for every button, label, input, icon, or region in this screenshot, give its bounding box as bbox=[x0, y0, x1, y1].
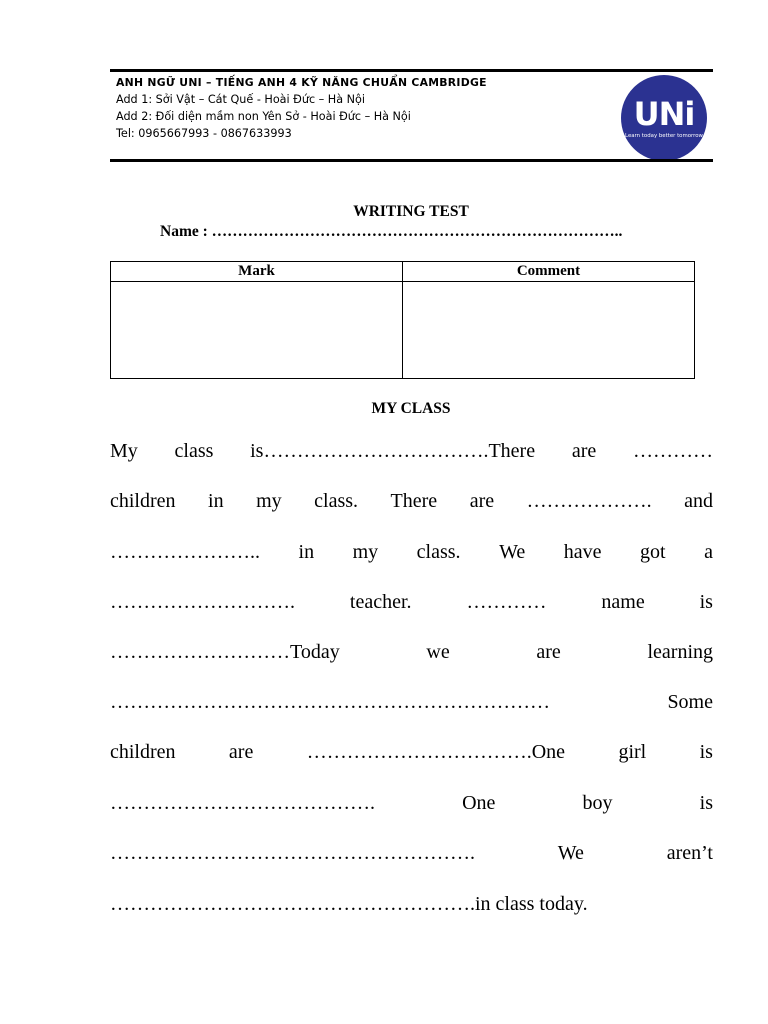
word: ………………. bbox=[526, 490, 652, 512]
word: aren’t bbox=[666, 842, 713, 864]
word: class. bbox=[314, 490, 359, 512]
word: One bbox=[462, 792, 496, 814]
comment-header: Comment bbox=[403, 262, 695, 282]
page-title: WRITING TEST bbox=[353, 203, 469, 220]
word: children bbox=[110, 490, 176, 512]
word: ………………………………………………. bbox=[110, 842, 475, 864]
word: in bbox=[298, 541, 315, 563]
word: …………………………………. bbox=[110, 792, 375, 814]
name-field: Name : …………………………………………………………………….. bbox=[160, 223, 623, 240]
word: girl bbox=[618, 741, 647, 763]
section-title: MY CLASS bbox=[371, 400, 451, 417]
comment-cell bbox=[403, 282, 695, 379]
word: ………………………Today bbox=[110, 641, 340, 663]
uni-logo bbox=[621, 75, 707, 161]
header-top-rule bbox=[110, 69, 713, 72]
word: are bbox=[228, 741, 254, 763]
word: is bbox=[699, 591, 713, 613]
grade-table-header-row bbox=[111, 262, 695, 282]
word: ……………………………………………….in class today. bbox=[110, 893, 588, 915]
mark-cell bbox=[111, 282, 403, 379]
word: ………… bbox=[466, 591, 547, 613]
word: ………………….. bbox=[110, 541, 260, 563]
text-line bbox=[110, 440, 713, 463]
grade-table-body-row bbox=[111, 282, 695, 379]
word: have bbox=[563, 541, 602, 563]
word: name bbox=[601, 591, 645, 613]
text-line bbox=[110, 893, 713, 916]
word: We bbox=[499, 541, 526, 563]
word: got bbox=[640, 541, 666, 563]
school-name: ANH NGỮ UNI – TIẾNG ANH 4 KỸ NĂNG CHUẨN CAMBRIDGE bbox=[116, 76, 487, 89]
word: class. bbox=[416, 541, 461, 563]
text-line bbox=[110, 541, 713, 564]
word: are bbox=[469, 490, 495, 512]
word: my bbox=[256, 490, 282, 512]
word: Some bbox=[667, 691, 713, 713]
grade-table bbox=[110, 261, 695, 379]
word: is bbox=[699, 792, 713, 814]
word: …………………………….One bbox=[306, 741, 566, 763]
header-bottom-rule bbox=[110, 159, 713, 162]
text-line bbox=[110, 741, 713, 764]
word: is…………………………….There bbox=[250, 440, 536, 462]
address-2: Add 2: Đối diện mầm non Yên Sở - Hoài Đức – Hà Nội bbox=[116, 110, 411, 123]
text-line bbox=[110, 490, 713, 513]
header-info bbox=[116, 74, 596, 142]
word: ………………………. bbox=[110, 591, 295, 613]
word: learning bbox=[647, 641, 713, 663]
word: There bbox=[390, 490, 438, 512]
logo-tagline: Learn today better tomorrow bbox=[625, 133, 703, 139]
word: boy bbox=[582, 792, 613, 814]
address-1: Add 1: Sởi Vật – Cát Quế - Hoài Đức – Hà Nội bbox=[116, 93, 365, 106]
word: We bbox=[557, 842, 584, 864]
mark-header: Mark bbox=[111, 262, 403, 282]
word: we bbox=[426, 641, 450, 663]
text-line bbox=[110, 691, 713, 714]
phone-numbers: Tel: 0965667993 - 0867633993 bbox=[116, 127, 292, 140]
text-line bbox=[110, 842, 713, 865]
word: and bbox=[684, 490, 713, 512]
word: is bbox=[699, 741, 713, 763]
word: teacher. bbox=[349, 591, 412, 613]
word: class bbox=[174, 440, 214, 462]
word: My bbox=[110, 440, 138, 462]
word: in bbox=[208, 490, 224, 512]
word: my bbox=[352, 541, 379, 563]
word: a bbox=[704, 541, 713, 563]
word: children bbox=[110, 741, 176, 763]
text-line bbox=[110, 591, 713, 614]
word: are bbox=[536, 641, 561, 663]
text-line bbox=[110, 792, 713, 815]
text-line bbox=[110, 641, 713, 664]
logo-text: UNi bbox=[633, 95, 695, 133]
word: ………………………………………………………… bbox=[110, 691, 550, 713]
word: ………… bbox=[632, 440, 713, 462]
word: are bbox=[571, 440, 597, 462]
